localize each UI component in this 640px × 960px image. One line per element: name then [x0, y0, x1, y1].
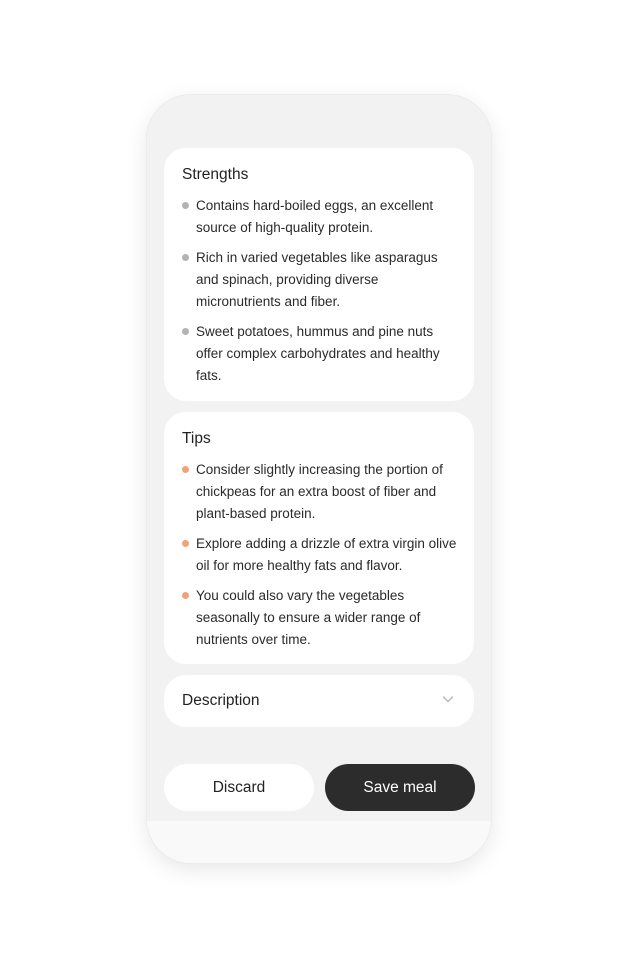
strengths-list [182, 195, 458, 395]
chevron-down-icon [442, 694, 454, 704]
bullet-dot [182, 328, 189, 335]
tip-item-text: Explore adding a drizzle of extra virgin olive oil for more healthy fats and flavor. [196, 536, 457, 573]
tip-item [182, 459, 458, 525]
description-title: Description [182, 692, 260, 709]
strength-item-text: Contains hard-boiled eggs, an excellent source of high-quality protein. [196, 198, 434, 235]
tip-item [182, 533, 458, 577]
bullet-dot [182, 592, 189, 599]
phone-frame [147, 95, 491, 863]
tip-item-text: You could also vary the vegetables seasonally to ensure a wider range of nutrients over time. [196, 588, 421, 647]
strength-item [182, 195, 458, 239]
strength-item-text: Sweet potatoes, hummus and pine nuts offer complex carbohydrates and healthy fats. [196, 324, 440, 383]
strength-item-text: Rich in varied vegetables like asparagus and spinach, providing diverse micronutrients and fiber. [196, 250, 438, 309]
tip-item-text: Consider slightly increasing the portion of chickpeas for an extra boost of fiber and plant-based protein. [196, 462, 443, 521]
save-meal-button[interactable]: Save meal [325, 764, 475, 811]
strengths-card [164, 148, 474, 401]
bullet-dot [182, 540, 189, 547]
tips-list [182, 459, 458, 659]
tips-card [164, 412, 474, 664]
strength-item [182, 247, 458, 313]
strengths-title: Strengths [182, 166, 249, 183]
bullet-dot [182, 466, 189, 473]
strength-item [182, 321, 458, 387]
tips-title: Tips [182, 430, 211, 447]
bullet-dot [182, 254, 189, 261]
description-accordion[interactable] [164, 675, 474, 727]
bullet-dot [182, 202, 189, 209]
discard-button[interactable]: Discard [164, 764, 314, 811]
tip-item [182, 585, 458, 651]
bottom-bar [147, 821, 491, 863]
